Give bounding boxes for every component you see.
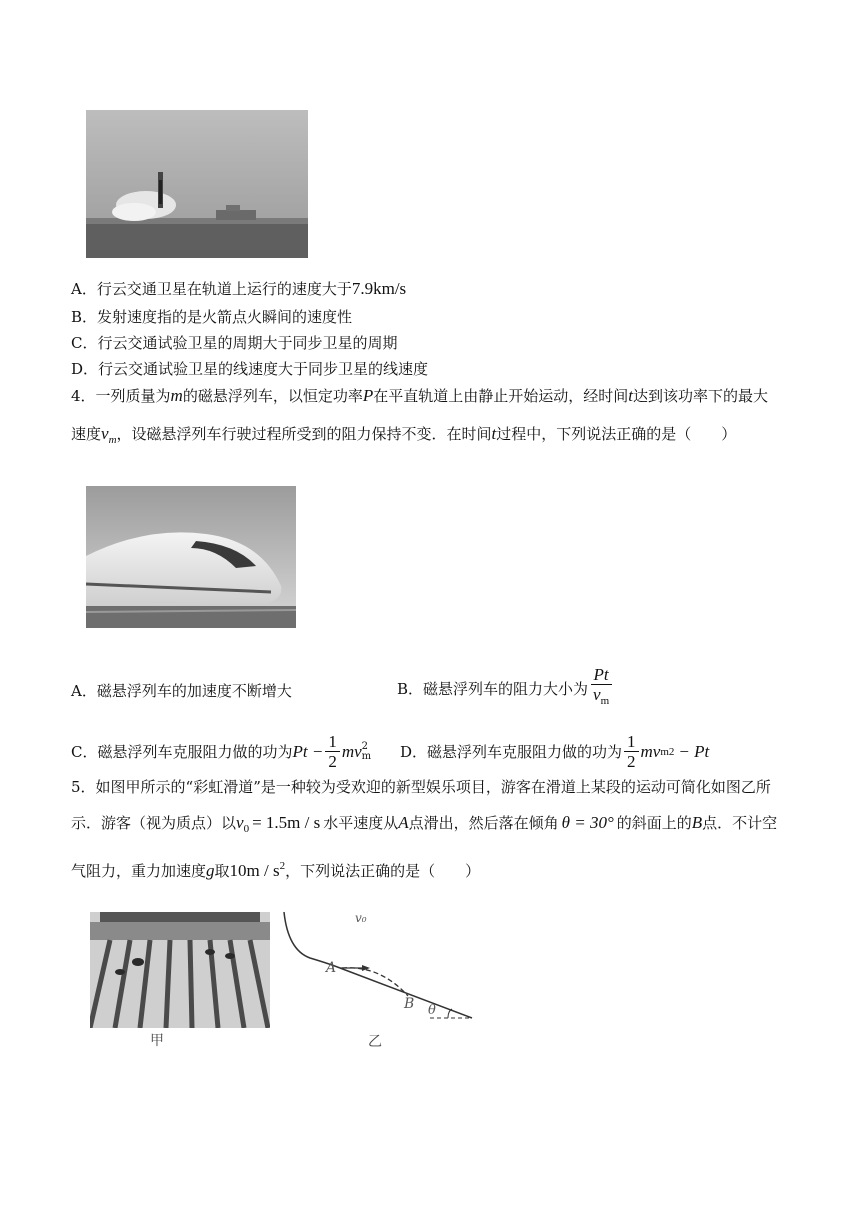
superscript: 2 — [361, 740, 369, 752]
var-p: P — [362, 386, 374, 405]
stem-text: 5．如图甲所示的“彩虹滑道”是一种较为受欢迎的新型娱乐项目，游客在滑道上某段的运动可简化如图乙所 — [71, 778, 771, 796]
var-v: v — [593, 685, 601, 704]
option-text: B．磁悬浮列车的阻力大小为 — [397, 679, 589, 698]
q3-option-a — [71, 279, 406, 299]
stem-text: ，设磁悬浮列车行驶过程所受到的阻力保持不变．在时间 — [116, 425, 492, 443]
fraction-half — [325, 732, 340, 771]
figure-label-yi: 乙 — [368, 1034, 382, 1050]
stem-text: 的磁悬浮列车，以恒定功率 — [182, 387, 363, 405]
label-b: B — [404, 996, 415, 1012]
var-t: t — [628, 386, 633, 405]
expr-minus-pt: − Pt — [678, 741, 710, 761]
q4-option-d — [400, 732, 709, 771]
q3-option-d — [71, 359, 428, 379]
stem-text: 在平直轨道上由静止开始运动，经时间 — [373, 387, 629, 405]
var-v: v — [101, 424, 109, 443]
var-m: m — [170, 386, 183, 405]
subscript: m — [361, 750, 372, 762]
q5-stem-line-2 — [71, 813, 777, 839]
label-theta: θ — [428, 1003, 436, 1018]
q4-option-a — [71, 681, 292, 701]
stem-text: ，下列说法正确的是（ ） — [285, 862, 481, 880]
stem-text: 过程中，下列说法正确的是（ ） — [496, 425, 737, 443]
numerator: 1 — [325, 732, 340, 752]
q5-stem-line-3 — [71, 856, 480, 881]
rocket-launch-photo — [86, 110, 308, 258]
stem-text: 示．游客（视为质点）以 — [71, 814, 237, 832]
option-text: A．磁悬浮列车的加速度不断增大 — [71, 682, 292, 700]
subscript: m — [600, 695, 610, 707]
label-a: A — [326, 960, 337, 976]
q4-option-c — [71, 732, 371, 771]
var-mv: mv — [341, 741, 362, 761]
option-text: D．行云交通试验卫星的线速度大于同步卫星的线速度 — [71, 360, 429, 378]
rainbow-slide-photo — [90, 912, 270, 1028]
stem-text: 点滑出，然后落在倾角 — [408, 814, 559, 832]
var-mv: mv — [640, 741, 661, 761]
subscript: 0 — [243, 823, 250, 835]
superscript: 2 — [279, 860, 286, 872]
stem-text: 4．一列质量为 — [71, 387, 171, 405]
option-text: C．行云交通试验卫星的周期大于同步卫星的周期 — [71, 334, 398, 352]
q4-stem-line-2 — [71, 424, 736, 450]
stem-text: 点．不计空 — [702, 814, 778, 832]
var-t: t — [491, 424, 497, 443]
var-g: g — [206, 861, 215, 880]
angle-value: θ = 30° — [561, 813, 614, 832]
g-value: 10m / s — [229, 861, 280, 880]
denominator: 2 — [627, 752, 636, 771]
point-a: A — [398, 813, 409, 832]
option-text: C．磁悬浮列车克服阻力做的功为 — [71, 743, 293, 761]
option-text: A．行云交通卫星在轨道上运行的速度大于 — [71, 280, 352, 298]
q5-stem-line-1 — [71, 777, 771, 797]
option-text: D．磁悬浮列车克服阻力做的功为 — [400, 743, 623, 761]
stem-text: 取 — [214, 862, 230, 880]
denominator: 2 — [328, 752, 337, 771]
superscript: 2 — [668, 745, 675, 758]
q4-option-b — [397, 665, 614, 711]
figure-label-jia: 甲 — [150, 1033, 164, 1049]
maglev-train-photo — [86, 486, 296, 628]
slide-trajectory-diagram — [280, 910, 480, 1025]
subscript: m — [660, 745, 669, 758]
var-v: v — [236, 813, 244, 832]
expr-pt-minus: Pt − — [292, 741, 324, 761]
fraction-half — [624, 732, 639, 771]
stem-text: 达到该功率下的最大 — [632, 387, 768, 405]
q3-option-b — [71, 307, 352, 327]
stem-text: 气阻力，重力加速度 — [71, 862, 207, 880]
speed-value: 7.9km/s — [351, 279, 407, 298]
speed-value: = 1.5m / s — [252, 813, 321, 832]
numerator: 1 — [624, 732, 639, 752]
point-b: B — [691, 813, 703, 832]
stem-text: 的斜面上的 — [616, 814, 692, 832]
numerator: Pt — [591, 665, 612, 685]
sup-sub-stack — [362, 742, 371, 762]
stem-text: 速度 — [71, 425, 102, 443]
stem-text: 水平速度从 — [323, 814, 399, 832]
label-v0: v₀ — [355, 911, 367, 925]
subscript: m — [108, 434, 117, 446]
option-text: B．发射速度指的是火箭点火瞬间的速度性 — [71, 308, 353, 326]
q3-option-c — [71, 333, 397, 353]
fraction-pt-over-vm — [590, 665, 612, 711]
q4-stem-line-1 — [71, 386, 768, 406]
